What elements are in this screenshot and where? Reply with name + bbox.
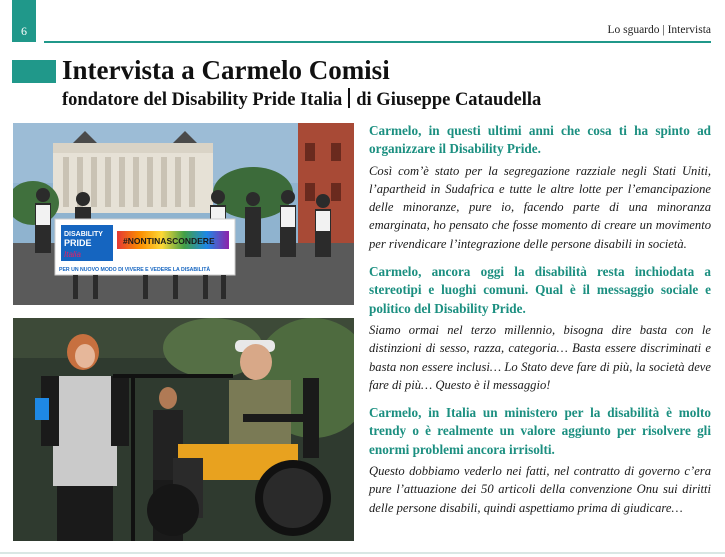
running-title: Lo sguardo | Intervista	[607, 24, 711, 36]
subtitle-author: di Giuseppe Cataudella	[356, 90, 542, 110]
question-1: Carmelo, in questi ultimi anni che cosa ti ha spinto ad organizzare il Disability Pride.	[369, 123, 711, 157]
title-accent-bar	[12, 60, 56, 83]
answer-1: Così com’è stato per la segregazione razziale negli Stati Uniti, l’apartheid in Sudafrica e tutte le altre lotte per l’emancipazione delle minoranze, pure io, facendo parte di una minoranza emarginata, ho pensato che fosse momento di creare un movimento per rivendicare l’integrazione delle persone disabili in società.	[369, 163, 711, 251]
banner-logo-line2: PRIDE	[64, 238, 92, 248]
subtitle-role: fondatore del Disability Pride Italia	[62, 90, 343, 110]
header-rule	[44, 41, 711, 43]
banner-slogan: PER UN NUOVO MODO DI VIVERE E VEDERE LA DISABILITÀ	[59, 267, 211, 273]
subtitle-separator	[348, 88, 350, 108]
interview-column	[369, 122, 711, 517]
banner-hashtag: #NONTINASCONDERE	[123, 236, 215, 246]
photo-stage-speaker	[13, 318, 354, 541]
question-2: Carmelo, ancora oggi la disabilità resta inchiodata a stereotipi e luoghi comuni. Qual è il messaggio sociale e politico del Disability Pride.	[369, 264, 711, 316]
footer-rule	[0, 552, 725, 554]
stage-photo-illustration	[13, 318, 354, 541]
banner-logo-line3: Italia	[64, 250, 81, 259]
answer-3: Questo dobbiamo vederlo nei fatti, nel contratto di governo c’era pure l’attuazione dei 50 articoli della convenzione Onu sui diritti delle persone disabili, quindi aspettiamo prima di giudicare…	[369, 464, 711, 515]
question-3: Carmelo, in Italia un ministero per la disabilità è molto trendy o è realmente un valore aggiunto per risolvere gli enormi problemi ancora irrisolti.	[369, 405, 711, 457]
page-number: 6	[12, 0, 36, 42]
answer-2: Siamo ormai nel terzo millennio, bisogna dire basta con le distinzioni di sesso, razza, categoria… Basta essere discriminati e basta non essere inclusi… Lo Stato deve fare di più, la società deve fare di più… Questo è il messaggio!	[369, 322, 711, 392]
march-photo-illustration	[13, 123, 354, 305]
article-title: Intervista a Carmelo Comisi	[62, 55, 390, 85]
article-subtitle	[62, 88, 541, 111]
banner-logo-line1: DISABILITY	[64, 231, 103, 238]
photo-march-banner	[13, 123, 354, 305]
